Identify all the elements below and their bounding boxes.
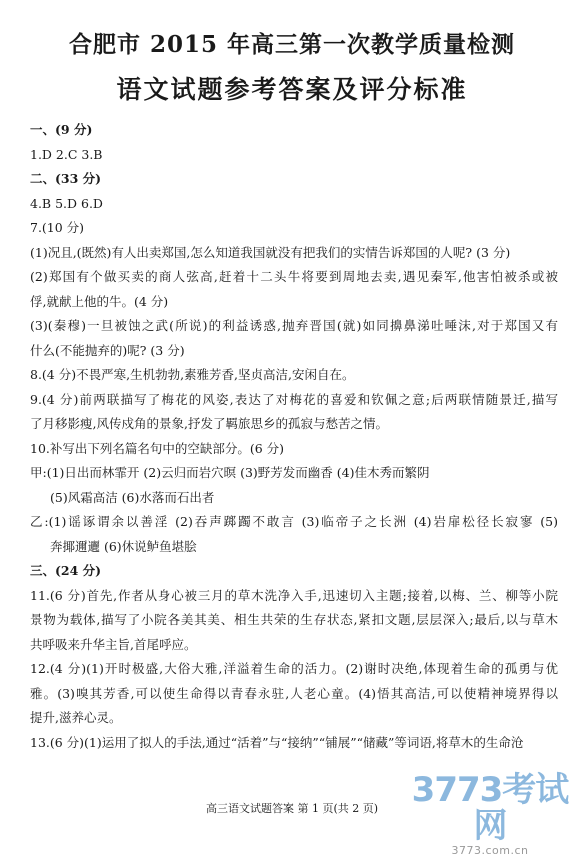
section-3-line: 11.(6 分)首先,作者从身心被三月的草木洗净入手,迅速切入主题;接着,以梅、兰、柳等小院 xyxy=(30,587,558,603)
watermark-url: 3773.com.cn xyxy=(451,844,529,857)
section-2-line: 甲:(1)日出而林霏开 (2)云归而岩穴暝 (3)野芳发而幽香 (4)佳木秀而繁阴 xyxy=(30,465,430,480)
section-2-line: 8.(4 分)不畏严寒,生机勃勃,素雅芳香,坚贞高洁,安闲自在。 xyxy=(30,367,355,382)
section-2-line: 乙:(1)谣诼谓余以善淫 (2)吞声踯躅不敢言 (3)临帝子之长洲 (4)岩扉松径长寂寥 (5) xyxy=(30,514,558,529)
section-3-line: 共呼吸来升华主旨,首尾呼应。 xyxy=(30,636,197,652)
section-2-line: (2)郑国有个做买卖的商人弦高,赶着十二头牛将要到周地去卖,遇见秦军,他害怕被杀或被 xyxy=(30,269,558,284)
page-footer: 高三语文试题答案 第 1 页(共 2 页) xyxy=(205,802,379,815)
section-2-line: (3)(秦穆)一旦被蚀之武(所说)的利益诱惑,抛弃晋国(就)如同擤鼻涕吐唾沫,对于郑国又有 xyxy=(30,318,558,333)
section-2-line: 9.(4 分)前两联描写了梅花的风姿,表达了对梅花的喜爱和钦佩之意;后两联情随景迁,描写 xyxy=(30,391,558,407)
section-2-line: 什么(不能抛弃的)呢? (3 分) xyxy=(30,342,185,358)
section-2-line: 了月移影瘦,风传戍角的景象,抒发了羁旅思乡的孤寂与愁苦之情。 xyxy=(30,416,388,431)
section-2-line: 4.B 5.D 6.D xyxy=(30,195,103,211)
section-1-heading: 一、(9 分) xyxy=(30,122,93,137)
section-2-line: (5)风霜高洁 (6)水落而石出者 xyxy=(50,489,215,505)
section-2-line: 10.补写出下列名篇名句中的空缺部分。(6 分) xyxy=(30,440,285,456)
section-1-line: 1.D 2.C 3.B xyxy=(30,146,103,162)
site-watermark xyxy=(410,772,570,857)
section-3-line: 雅。(3)嗅其芳香,可以使生命得以青春永驻,人老心童。(4)悟其高洁,可以使精神境界得以 xyxy=(30,685,558,701)
section-3-line: 提升,滋养心灵。 xyxy=(30,710,122,725)
section-3-line: 12.(4 分)(1)开时极盛,大俗大雅,洋溢着生命的活力。(2)谢时决绝,体现着生命的孤勇与优 xyxy=(30,661,558,676)
section-2-heading: 二、(33 分) xyxy=(30,171,102,186)
watermark-logo: 3773考试网 xyxy=(411,770,569,846)
section-2-line: (1)况且,(既然)有人出卖郑国,怎么知道我国就没有把我们的实情告诉郑国的人呢? (3 分) xyxy=(30,244,511,260)
section-2-line: 奔揶邇邐 (6)休说鲈鱼堪脍 xyxy=(50,538,197,554)
section-3-line: 13.(6 分)(1)运用了拟人的手法,通过“活着”与“接纳”“铺展”“储藏”等词语,将草木的生命沧 xyxy=(30,734,524,750)
document-subtitle: 语文试题参考答案及评分标准 xyxy=(116,75,468,104)
section-2-line: 7.(10 分) xyxy=(30,220,85,235)
section-3-heading: 三、(24 分) xyxy=(30,563,102,578)
answer-body xyxy=(30,118,558,755)
section-3-line: 景物为载体,描写了小院各美其美、相生共荣的生存状态,紧扣文题,层层深入;最后,以与草木 xyxy=(30,612,558,627)
exam-title: 合肥市 2015 年高三第一次教学质量检测 xyxy=(68,31,516,58)
section-2-line: 俘,就献上他的牛。(4 分) xyxy=(30,293,169,309)
